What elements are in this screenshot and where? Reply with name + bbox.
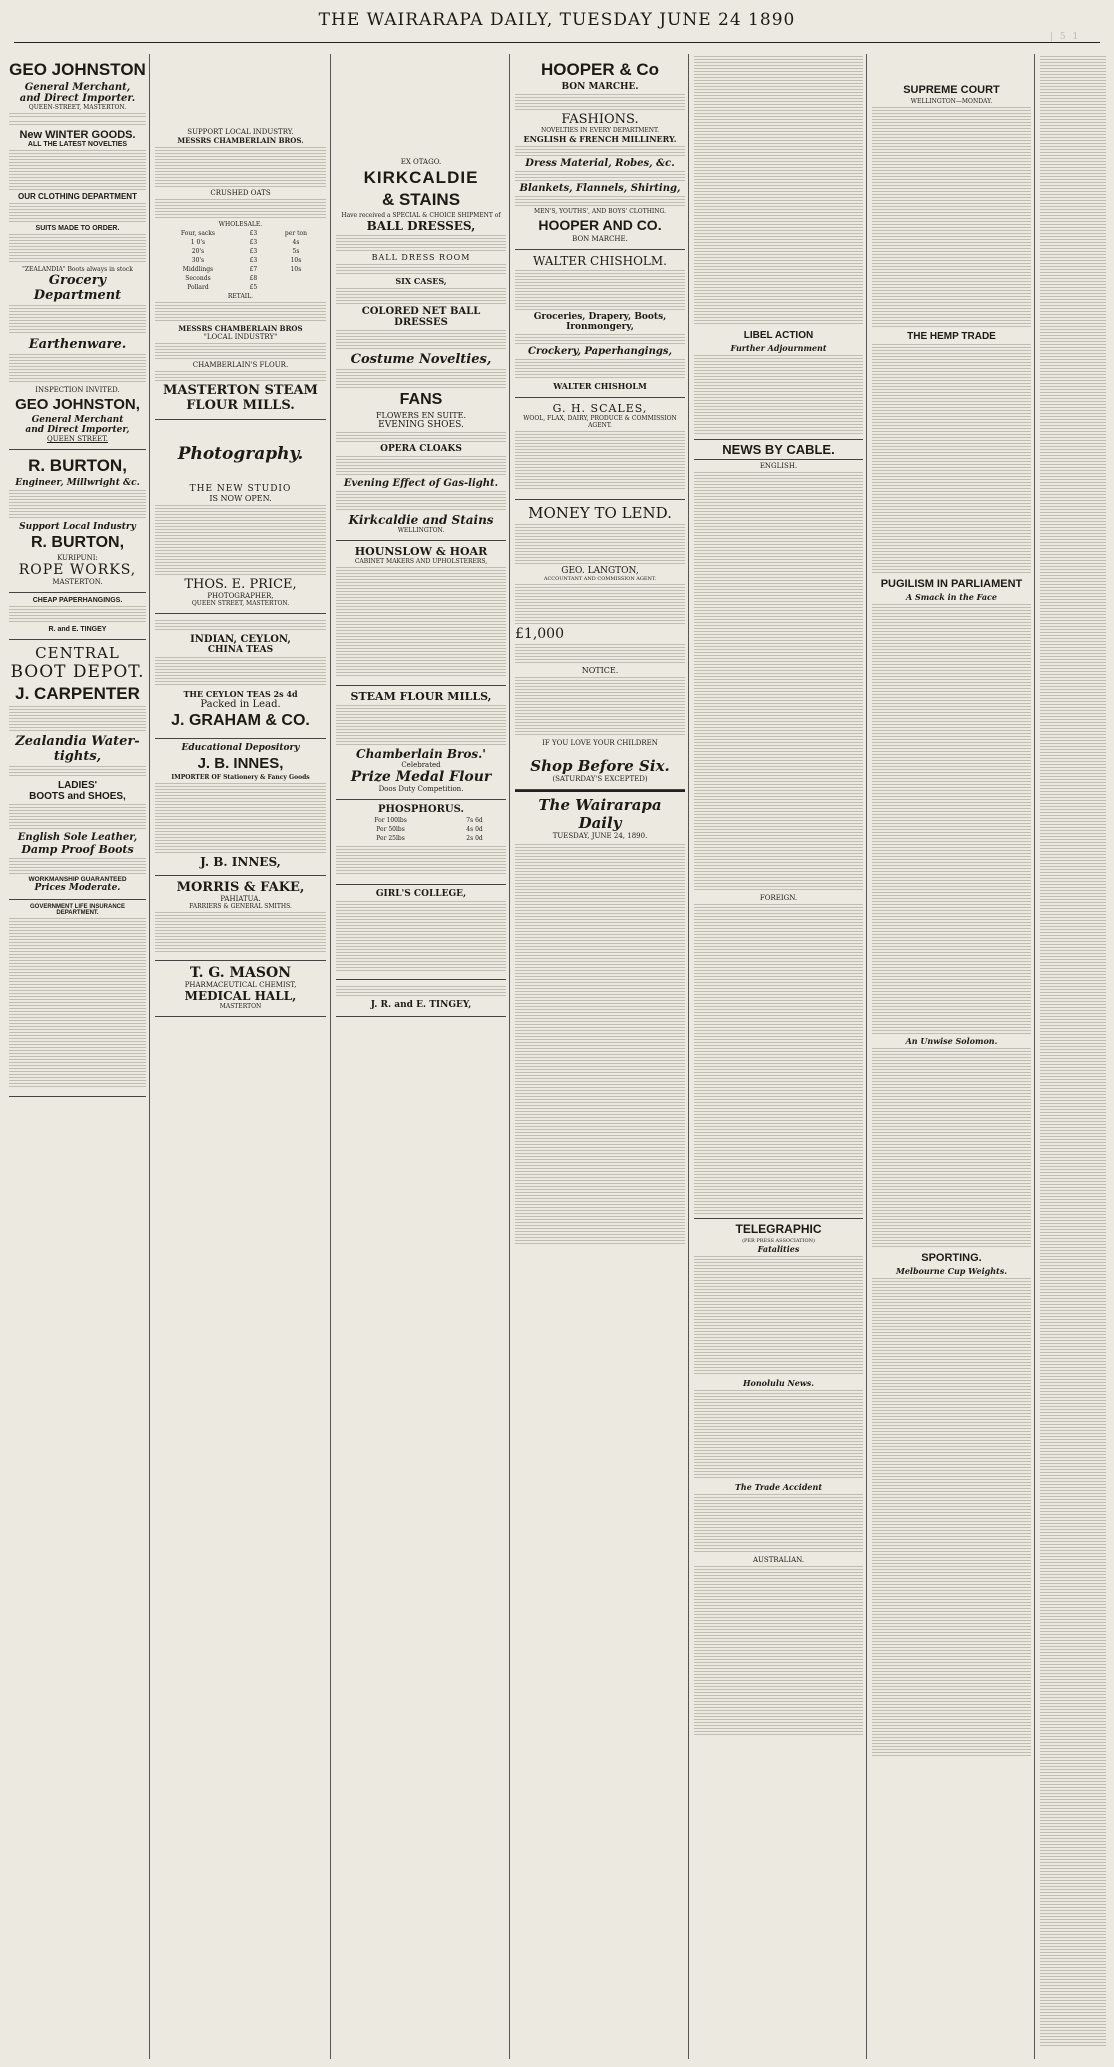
advert-heading: ROPE WORKS, <box>18 562 137 578</box>
advert-line: WHOLESALE. <box>218 221 263 228</box>
advert-heading: MESSRS CHAMBERLAIN BROS. <box>177 136 304 145</box>
section-subheading: Honolulu News. <box>742 1378 815 1388</box>
column-rule <box>866 54 867 2059</box>
advert-line: PHARMACEUTICAL CHEMIST, <box>184 981 297 989</box>
advert-line: R. and E. TINGEY <box>48 626 107 633</box>
tingey-advert <box>336 980 506 1017</box>
price-cell: 4s 0d <box>466 826 483 833</box>
advert-subheading: and Direct Importer. <box>19 93 136 104</box>
price-row <box>157 239 324 246</box>
phosphorus-advert <box>336 800 506 885</box>
editorial-body <box>515 844 685 1244</box>
flour-mills-advert <box>336 686 506 800</box>
advert-heading: R. BURTON, <box>28 456 127 475</box>
price-row <box>157 284 324 291</box>
advert-line: Evening Effect of Gas-light. <box>343 478 499 489</box>
advert-heading: Chamberlain Bros.' <box>356 747 486 761</box>
masthead-rule <box>14 42 1100 43</box>
advert-heading: WALTER CHISHOLM. <box>533 254 667 268</box>
masthead-title: THE WAIRARAPA DAILY, TUESDAY JUNE 24 1890 <box>318 10 796 30</box>
advert-heading: CENTRAL <box>35 644 120 662</box>
advert-heading: BOOT DEPOT. <box>10 662 145 682</box>
price-cell: For 100lbs <box>374 817 407 824</box>
innes-advert <box>155 739 326 876</box>
section-subheading: ENGLISH. <box>759 462 798 470</box>
paper-title: The Wairarapa Daily <box>538 796 662 832</box>
column-rule <box>149 54 150 2059</box>
price-cell: Middlings <box>182 266 214 273</box>
advert-line: Dress Material, Robes, &c. <box>525 158 675 169</box>
price-cell: 5s <box>292 248 300 255</box>
advert-subheading: General Merchant, <box>24 82 131 93</box>
advert-line: Damp Proof Boots <box>21 843 134 856</box>
price-cell: per ton <box>284 230 307 237</box>
advert-line: Support Local Industry <box>19 522 136 532</box>
section-subheading: Fatalities <box>757 1244 800 1254</box>
advert-heading: R. BURTON, <box>30 534 125 551</box>
price-cell: 20's <box>191 248 205 255</box>
advert-line: KURIPUNI: <box>57 554 98 562</box>
advert-heading: MASTERTON STEAM FLOUR MILLS. <box>163 383 318 413</box>
advert-heading: STEAM FLOUR MILLS, <box>350 690 492 703</box>
advert-heading: THOS. E. PRICE, <box>184 577 297 592</box>
section-heading: SUPREME COURT <box>903 84 1000 96</box>
burton-advert <box>9 450 146 593</box>
section-heading: THE HEMP TRADE <box>907 331 996 342</box>
johnston-advert <box>9 54 146 450</box>
section-subheading: WELLINGTON—MONDAY. <box>910 98 993 105</box>
advert-line: Packed in Lead. <box>200 699 281 710</box>
advert-line: FARRIERS & GENERAL SMITHS. <box>189 903 292 910</box>
scales-advert <box>515 398 685 500</box>
price-cell <box>268 275 324 282</box>
hooper-advert <box>515 54 685 250</box>
column-rule <box>509 54 510 2059</box>
price-cell: Per 25lbs <box>376 835 405 842</box>
advert-heading: NOTICE. <box>581 666 619 675</box>
price-row <box>157 275 324 282</box>
advert-line: BON MARCHE. <box>572 235 628 243</box>
advert-heading: GOVERNMENT LIFE INSURANCE DEPARTMENT. <box>29 904 125 916</box>
morris-fake-advert <box>155 876 326 961</box>
advert-heading: INDIAN, CEYLON, <box>190 634 291 645</box>
advert-heading: HOUNSLOW & HOAR <box>354 545 488 558</box>
price-cell: £3 <box>249 248 258 255</box>
price-cell: £5 <box>249 284 258 291</box>
price-table <box>155 228 326 293</box>
advert-line: IS NOW OPEN. <box>209 494 272 503</box>
advert-line: Celebrated <box>401 761 441 769</box>
advert-line: THE NEW STUDIO <box>189 484 292 494</box>
section-subheading: The Trade Accident <box>734 1482 823 1492</box>
advert-address: QUEEN STREET. <box>46 435 109 443</box>
advert-line: NOVELTIES IN EVERY DEPARTMENT. <box>540 127 660 134</box>
price-cell: 7s 6d <box>466 817 483 824</box>
price-table <box>336 815 506 844</box>
advert-line: Crockery, Paperhangings, <box>528 346 672 357</box>
column-2 <box>152 54 329 2059</box>
price-cell: 10s <box>290 266 302 273</box>
advert-line: ACCOUNTANT AND COMMISSION AGENT. <box>543 576 657 582</box>
advert-line: (SATURDAY'S EXCEPTED) <box>552 775 648 783</box>
advert-heading: J. CARPENTER <box>15 684 140 703</box>
advert-heading: J. B. INNES, <box>200 855 281 869</box>
mason-advert <box>155 961 326 1017</box>
photography-advert <box>155 420 326 614</box>
price-cell: £8 <box>249 275 258 282</box>
advert-heading: GEO JOHNSTON <box>9 60 146 79</box>
advert-line: WELLINGTON. <box>397 527 445 534</box>
advert-line: "ZEALANDIA" Boots always in stock <box>22 266 133 273</box>
insurance-advert <box>9 900 146 1097</box>
column-7 <box>1037 54 1109 2059</box>
price-cell: 4s <box>292 239 300 246</box>
advert-heading: GEO JOHNSTON, <box>15 396 140 413</box>
column-6 <box>869 54 1034 2059</box>
price-row <box>338 826 504 833</box>
column-4 <box>512 54 688 2059</box>
section-heading: SPORTING. <box>921 1252 982 1264</box>
section-heading: LIBEL ACTION <box>743 330 814 341</box>
advert-heading: New WINTER GOODS. <box>19 129 136 141</box>
price-cell: 1 0's <box>190 239 206 246</box>
advert-heading: G. H. SCALES, <box>552 402 648 415</box>
advert-line: ALL THE LATEST NOVELTIES <box>27 141 128 148</box>
advert-subheading: Engineer, Millwright &c. <box>15 478 140 488</box>
masthead <box>0 0 1114 46</box>
advert-line: SUITS MADE TO ORDER. <box>35 225 120 232</box>
price-cell: Pollard <box>187 284 209 291</box>
advert-subheading: BON MARCHE. <box>561 82 639 92</box>
price-row <box>338 817 504 824</box>
price-cell: Four, sacks <box>180 230 215 237</box>
price-cell: £3 <box>249 257 258 264</box>
section-subheading: AUSTRALIAN. <box>752 1556 805 1564</box>
advert-line: LADIES' <box>57 780 98 791</box>
price-cell: Seconds <box>185 275 211 282</box>
boot-depot-advert <box>9 640 146 900</box>
advert-heading: Prize Medal Flour <box>350 769 492 785</box>
advert-heading: T. G. MASON <box>189 965 292 981</box>
advert-heading: MONEY TO LEND. <box>528 504 672 522</box>
advert-subheading: General Merchant <box>31 415 124 425</box>
section-subheading: A Smack in the Face <box>905 592 998 602</box>
chisholm-advert <box>515 250 685 398</box>
advert-heading: Grocery Department <box>33 273 122 303</box>
editorial-header <box>515 790 685 840</box>
column-rule <box>330 54 331 2059</box>
advert-subheading: and Direct Importer, <box>25 425 130 435</box>
advert-line: WORKMANSHIP GUARANTEED <box>28 876 127 883</box>
advert-line: English Sole Leather, <box>17 832 138 843</box>
advert-heading: FANS <box>399 391 443 408</box>
advert-heading: CHINA TEAS <box>207 645 274 655</box>
advert-heading: & STAINS <box>381 190 461 209</box>
advert-line: BOOTS and SHOES, <box>29 791 126 802</box>
advert-line: CRUSHED OATS <box>210 189 271 197</box>
advert-heading: HOOPER AND CO. <box>538 217 662 233</box>
price-row <box>157 248 324 255</box>
advert-line: EVENING SHOES. <box>378 420 464 430</box>
advert-heading: HOOPER & Co <box>540 60 660 79</box>
column-rule <box>688 54 689 2059</box>
advert-line: EX OTAGO. <box>400 158 442 166</box>
advert-line: OUR CLOTHING DEPARTMENT <box>18 192 137 201</box>
advert-heading: COLORED NET BALL DRESSES <box>361 306 481 328</box>
price-cell: 10s <box>290 257 302 264</box>
advert-heading: CHEAP PAPERHANGINGS. <box>32 597 123 604</box>
advert-line: CHAMBERLAIN'S FLOUR. <box>192 361 289 369</box>
advert-address: QUEEN-STREET, MASTERTON. <box>28 104 127 111</box>
advert-line: THE CEYLON TEAS 2s 4d <box>183 689 298 699</box>
advert-heading: BALL DRESSES, <box>366 219 476 233</box>
advert-line: ENGLISH & FRENCH MILLINERY. <box>523 134 677 144</box>
advert-heading: Costume Novelties, <box>350 352 492 367</box>
price-row <box>338 835 504 842</box>
advert-heading: PHOSPHORUS. <box>378 804 464 815</box>
column-3 <box>333 54 509 2059</box>
advert-line: PAHIATUA. <box>220 895 261 903</box>
advert-line: PHOTOGRAPHER, <box>207 592 274 600</box>
advert-heading: £1,000 <box>515 626 564 642</box>
advert-line: BALL DRESS ROOM <box>371 253 471 262</box>
advert-line: WALTER CHISHOLM <box>553 381 647 391</box>
advert-heading: GEO. LANGTON, <box>561 566 639 576</box>
price-row <box>157 230 324 237</box>
price-cell: Per 50lbs <box>376 826 405 833</box>
advert-line: MASTERTON. <box>52 578 103 586</box>
advert-line: QUEEN STREET, MASTERTON. <box>191 600 290 607</box>
advert-line: INSPECTION INVITED. <box>35 386 120 394</box>
advert-line: "LOCAL INDUSTRY" <box>203 333 278 341</box>
advert-line: Blankets, Flannels, Shirting, <box>519 183 681 194</box>
money-advert <box>515 500 685 790</box>
column-1 <box>6 54 149 2059</box>
hounslow-advert <box>336 541 506 686</box>
advert-heading: Zealandia Water-tights, <box>15 734 140 764</box>
section-subheading: An Unwise Solomon. <box>905 1036 998 1046</box>
advert-heading: KIRKCALDIE <box>363 168 479 187</box>
advert-line: FLOWERS EN SUITE. <box>375 411 466 420</box>
advert-line: WOOL, FLAX, DAIRY, PRODUCE & COMMISSION AGENT. <box>523 415 677 429</box>
section-subheading: (PER PRESS ASSOCIATION) <box>742 1238 815 1244</box>
paper-date: TUESDAY, JUNE 24, 1890. <box>552 832 648 840</box>
column-5 <box>691 54 866 2059</box>
advert-line: MEN'S, YOUTHS', AND BOYS' CLOTHING. <box>533 208 667 215</box>
advert-line: Prices Moderate. <box>34 883 121 893</box>
advert-heading: Shop Before Six. <box>530 757 670 775</box>
advert-heading: MESSRS CHAMBERLAIN BROS <box>178 324 303 333</box>
price-cell: £7 <box>249 266 258 273</box>
advert-line: RETAIL. <box>227 293 254 300</box>
advert-heading: Educational Depository <box>181 743 300 753</box>
advert-line: Groceries, Drapery, Boots, Ironmongery, <box>533 312 667 332</box>
section-subheading: FOREIGN. <box>759 894 798 902</box>
section-heading: PUGILISM IN PARLIAMENT <box>880 578 1023 590</box>
section-subheading: Melbourne Cup Weights. <box>895 1266 1008 1276</box>
advert-line: SIX CASES, <box>395 276 447 286</box>
advert-heading: J. R. and E. TINGEY, <box>370 1000 472 1010</box>
page-stamp: | 5 1 <box>1050 32 1081 42</box>
kirkcaldie-advert <box>336 154 506 541</box>
price-cell: 30's <box>191 257 205 264</box>
advert-heading: J. GRAHAM & CO. <box>171 712 310 729</box>
advert-line: IF YOU LOVE YOUR CHILDREN <box>542 739 658 747</box>
price-cell: 2s 0d <box>466 835 483 842</box>
section-subheading: Further Adjournment <box>730 343 827 353</box>
column-rule <box>1034 54 1035 2059</box>
price-row <box>157 266 324 273</box>
advert-heading: MORRIS & FAKE, <box>176 880 305 895</box>
advert-heading: SUPPORT LOCAL INDUSTRY. <box>187 128 294 136</box>
college-advert <box>336 885 506 980</box>
advert-line: OPERA CLOAKS <box>380 444 462 454</box>
advert-heading: GIRL'S COLLEGE, <box>375 889 467 899</box>
advert-heading: FASHIONS. <box>561 112 639 127</box>
chamberlain-advert <box>155 124 326 420</box>
advert-heading: Earthenware. <box>28 337 127 352</box>
advert-heading: Kirkcaldie and Stains <box>348 513 494 527</box>
advert-line: CABINET MAKERS AND UPHOLSTERERS, <box>354 558 488 565</box>
section-heading: NEWS BY CABLE. <box>694 439 863 460</box>
price-cell: £3 <box>249 239 258 246</box>
tea-advert <box>155 614 326 739</box>
section-heading: TELEGRAPHIC <box>694 1218 863 1236</box>
price-row <box>157 257 324 264</box>
advert-heading: J. B. INNES, <box>197 755 284 772</box>
paperhangings-advert <box>9 593 146 640</box>
price-cell <box>268 284 324 291</box>
advert-heading: MEDICAL HALL, <box>184 989 297 1003</box>
advert-line: Have received a SPECIAL & CHOICE SHIPMENT of <box>341 212 501 219</box>
advert-line: IMPORTER OF Stationery & Fancy Goods <box>171 774 310 781</box>
advert-heading: Photography. <box>177 444 304 464</box>
advert-line: Doos Duty Competition. <box>378 785 464 793</box>
price-cell: £3 <box>249 230 258 237</box>
advert-line: MASTERTON <box>219 1003 262 1010</box>
